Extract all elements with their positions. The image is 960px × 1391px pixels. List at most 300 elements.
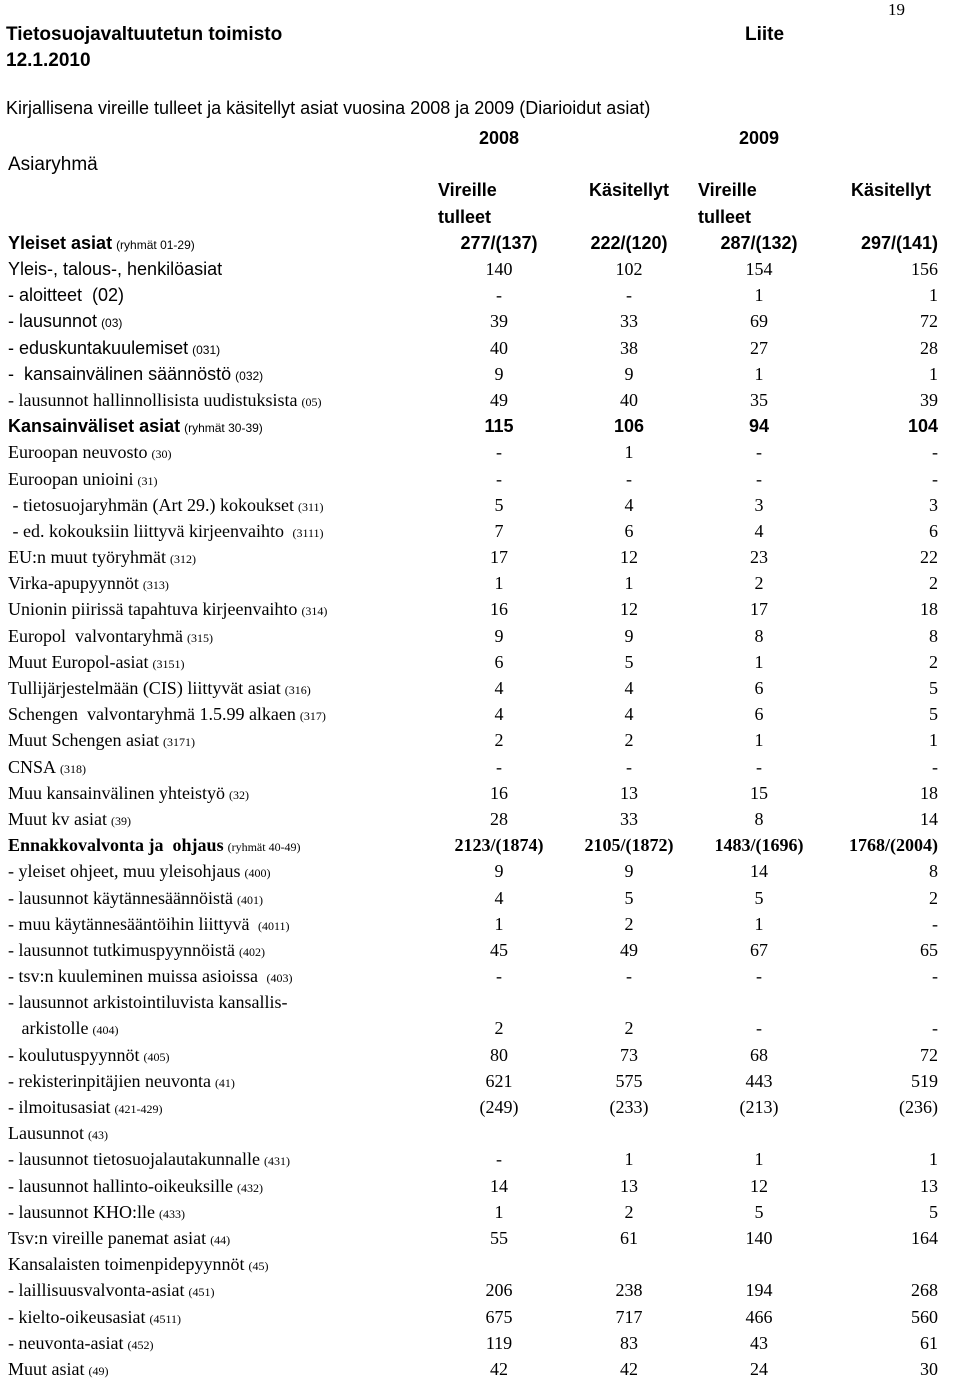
row-label [4, 806, 434, 832]
row-label-text: Muut kv asiat [8, 808, 107, 829]
row-label-text: - lausunnot hallinto-oikeuksille [8, 1175, 233, 1196]
value-cell: 575 [615, 1070, 643, 1091]
value-cell: 2 [754, 573, 764, 594]
table-row [4, 806, 958, 832]
row-label-text: - ilmoitusasiat [8, 1097, 111, 1118]
row-label [4, 1277, 434, 1303]
row-label-text: - lausunnot [8, 311, 98, 332]
row-label [4, 1225, 434, 1251]
value-cell: 14 [920, 808, 938, 829]
table-row [4, 1277, 958, 1303]
row-code: (41) [214, 1075, 235, 1090]
col-received-2009-line2: tulleet [698, 206, 752, 227]
table-row [4, 1173, 958, 1199]
row-code: (318) [60, 761, 87, 776]
group-label: Asiaryhmä [8, 153, 98, 175]
value-cell: 5 [754, 1201, 764, 1222]
value-cell: (249) [479, 1097, 519, 1118]
value-cell: 2 [929, 887, 938, 908]
table-row [4, 596, 958, 622]
value-cell: 519 [911, 1070, 938, 1091]
row-code: (3151) [152, 656, 185, 671]
row-code: (32) [228, 787, 249, 802]
value-cell: 1 [754, 651, 764, 672]
row-label [4, 308, 434, 334]
row-label-text: - lausunnot KHO:lle [8, 1201, 155, 1222]
value-cell: 4 [494, 704, 504, 725]
row-label-text: - lausunnot tutkimuspyynnöistä [8, 939, 235, 960]
value-cell: 466 [745, 1306, 773, 1327]
table-row [4, 649, 958, 675]
organization-name: Tietosuojavaltuutetun toimisto [6, 24, 283, 45]
row-label-text: - lausunnot tietosuojalautakunnalle [8, 1149, 260, 1170]
value-cell [434, 1251, 564, 1277]
value-cell: 1483/(1696) [714, 835, 804, 856]
year-header-row [4, 125, 958, 151]
value-cell [434, 1120, 564, 1146]
row-code: (314) [301, 604, 328, 619]
row-code: (405) [143, 1049, 170, 1064]
value-cell: 43 [750, 1332, 768, 1353]
row-label [4, 361, 434, 387]
value-cell: 9 [494, 861, 504, 882]
row-label [4, 1173, 434, 1199]
value-cell: 287/(132) [720, 232, 798, 253]
value-cell: 28 [920, 337, 938, 358]
value-cell: 1768/(2004) [849, 835, 938, 856]
row-label [4, 1042, 434, 1068]
table-row [4, 308, 958, 334]
table-row [4, 963, 958, 989]
row-label [4, 911, 434, 937]
value-cell: 68 [750, 1044, 768, 1065]
value-cell: (213) [739, 1097, 779, 1118]
value-cell: 4 [624, 704, 634, 725]
value-cell: 297/(141) [860, 232, 938, 253]
row-label-text: - tsv:n kuuleminen muissa asioissa [8, 966, 263, 987]
value-cell [694, 1251, 824, 1277]
row-code: (31) [137, 473, 158, 488]
document-date: 12.1.2010 [6, 50, 91, 71]
value-cell: 27 [750, 337, 768, 358]
year-2009: 2009 [738, 128, 780, 149]
value-cell: 443 [745, 1070, 773, 1091]
row-label-text: CNSA [8, 756, 57, 777]
value-cell: 61 [920, 1332, 938, 1353]
row-label-text: - lausunnot käytännesäännöistä [8, 887, 233, 908]
value-cell: - [932, 913, 938, 934]
value-cell: 72 [920, 311, 938, 332]
value-cell: 38 [620, 337, 638, 358]
row-code: (315) [186, 630, 213, 645]
row-label-text: Euroopan neuvosto [8, 442, 148, 463]
value-cell: 3 [929, 494, 938, 515]
row-label-text: - lausunnot arkistointiluvista kansallis- [8, 992, 288, 1013]
value-cell: 1 [929, 1149, 938, 1170]
value-cell: 222/(120) [590, 232, 668, 253]
row-label [4, 570, 434, 596]
page-number: 19 [888, 0, 905, 19]
row-label-text: Muut asiat [8, 1358, 85, 1379]
value-cell: 14 [750, 861, 768, 882]
value-cell: 65 [920, 939, 938, 960]
row-label-text: Muut Europol-asiat [8, 651, 149, 672]
value-cell: 7 [494, 520, 504, 541]
value-cell: 18 [920, 599, 938, 620]
value-cell: 33 [620, 808, 638, 829]
row-code: (313) [142, 578, 169, 593]
row-code: (032) [235, 368, 264, 383]
value-cell: 621 [485, 1070, 513, 1091]
table-row [4, 1094, 958, 1120]
row-label [4, 754, 434, 780]
appendix-label: Liite [745, 24, 785, 45]
value-cell: 12 [750, 1175, 768, 1196]
table-row [4, 518, 958, 544]
value-cell: 1 [624, 1149, 634, 1170]
row-code: (3111) [292, 525, 324, 540]
value-cell [564, 1251, 694, 1277]
row-label-text: EU:n muut työryhmät [8, 547, 166, 568]
row-label [4, 335, 434, 361]
value-cell: 13 [920, 1175, 938, 1196]
value-cell: 2 [624, 1018, 634, 1039]
table-row [4, 1303, 958, 1329]
row-label [4, 387, 434, 413]
table-row [4, 911, 958, 937]
table-row [4, 1330, 958, 1356]
value-cell: 18 [920, 782, 938, 803]
row-code: (451) [188, 1285, 215, 1300]
table-row [4, 727, 958, 753]
row-label [4, 675, 434, 701]
table-row [4, 335, 958, 361]
value-cell: 5 [929, 704, 938, 725]
col-received-2008-line2: tulleet [438, 206, 492, 227]
value-cell: 2105/(1872) [584, 835, 674, 856]
value-cell: 1 [754, 913, 764, 934]
row-label [4, 439, 434, 465]
row-code: (4511) [149, 1311, 182, 1326]
value-cell: 1 [754, 730, 764, 751]
row-code: (421-429) [114, 1102, 163, 1117]
value-cell: 115 [484, 416, 514, 437]
table-row [4, 230, 958, 256]
row-label-text: - rekisterinpitäjien neuvonta [8, 1070, 211, 1091]
table-row [4, 701, 958, 727]
value-cell: 13 [620, 1175, 638, 1196]
row-label-text: arkistolle [8, 1018, 89, 1039]
row-label-text: Muut Schengen asiat [8, 730, 159, 751]
row-code: (30) [151, 447, 172, 462]
row-label-text: - muu käytännesääntöihin liittyvä [8, 913, 254, 934]
value-cell: 67 [750, 939, 768, 960]
value-cell: - [626, 285, 632, 306]
table-row [4, 387, 958, 413]
value-cell: - [756, 468, 762, 489]
table-row [4, 465, 958, 491]
value-cell: 4 [624, 678, 634, 699]
row-label-text: Europol valvontaryhmä [8, 625, 183, 646]
value-cell: 94 [748, 416, 770, 437]
value-cell: 140 [485, 259, 513, 280]
value-cell: 156 [911, 259, 938, 280]
value-cell: 2 [494, 730, 504, 751]
value-cell: 238 [615, 1280, 643, 1301]
value-cell: - [932, 966, 938, 987]
value-cell: 6 [754, 678, 764, 699]
row-label [4, 256, 434, 282]
table-row [4, 282, 958, 308]
value-cell: 104 [907, 416, 938, 437]
year-2008: 2008 [478, 128, 520, 149]
row-code: (400) [244, 866, 271, 881]
row-code: (ryhmät 01-29) [116, 237, 195, 252]
value-cell [434, 989, 564, 1015]
row-code: (ryhmät 40-49) [227, 840, 301, 855]
value-cell: 2123/(1874) [454, 835, 544, 856]
row-label-text: Kansainväliset asiat [8, 416, 181, 437]
value-cell [824, 989, 958, 1015]
table-row [4, 884, 958, 910]
row-label [4, 1120, 434, 1146]
row-code: (4011) [257, 918, 290, 933]
row-label [4, 1094, 434, 1120]
value-cell: 1 [494, 573, 504, 594]
table-row [4, 1356, 958, 1382]
value-cell: - [756, 442, 762, 463]
value-cell: 55 [490, 1227, 508, 1248]
table-corner [4, 125, 434, 151]
value-cell: - [756, 1018, 762, 1039]
row-label [4, 518, 434, 544]
value-cell: 1 [929, 285, 938, 306]
value-cell: 1 [929, 363, 938, 384]
row-code: (44) [210, 1232, 231, 1247]
row-label [4, 544, 434, 570]
value-cell: - [496, 966, 502, 987]
value-cell: (236) [899, 1097, 938, 1118]
value-cell [564, 1120, 694, 1146]
table-row [4, 1199, 958, 1225]
row-label-text: Ennakkovalvonta ja ohjaus [8, 835, 224, 856]
value-cell: 194 [745, 1280, 773, 1301]
value-cell [824, 1120, 958, 1146]
row-label [4, 596, 434, 622]
value-cell: 2 [929, 651, 938, 672]
value-cell: 40 [620, 389, 638, 410]
value-cell: 1 [754, 285, 764, 306]
value-cell: 164 [911, 1227, 938, 1248]
value-cell: 17 [750, 599, 768, 620]
value-cell: 22 [920, 547, 938, 568]
value-cell: 1 [494, 913, 504, 934]
value-cell: 2 [929, 573, 938, 594]
value-cell: 8 [754, 625, 764, 646]
table-row [4, 780, 958, 806]
row-label-text: Schengen valvontaryhmä 1.5.99 alkaen [8, 704, 296, 725]
value-cell: 17 [490, 547, 508, 568]
value-cell [694, 989, 824, 1015]
value-cell: (233) [609, 1097, 649, 1118]
row-code: (311) [297, 499, 324, 514]
value-cell: - [496, 285, 502, 306]
table-row [4, 754, 958, 780]
value-cell: 140 [745, 1227, 773, 1248]
value-cell: - [496, 1149, 502, 1170]
value-cell: 2 [624, 913, 634, 934]
row-label-text: - kielto-oikeusasiat [8, 1306, 146, 1327]
table-row [4, 361, 958, 387]
value-cell: 69 [750, 311, 768, 332]
value-cell: 6 [624, 520, 634, 541]
col-processed-2008: Käsitellyt [588, 180, 670, 201]
table-row [4, 858, 958, 884]
row-code: (316) [284, 683, 311, 698]
value-cell: 5 [494, 494, 504, 515]
row-label-text: Lausunnot [8, 1123, 84, 1144]
table-row [4, 256, 958, 282]
value-cell: 1 [754, 363, 764, 384]
value-cell: 35 [750, 389, 768, 410]
value-cell: 6 [494, 651, 504, 672]
value-cell: - [626, 966, 632, 987]
value-cell: 560 [911, 1306, 938, 1327]
value-cell: 4 [754, 520, 764, 541]
value-cell: 2 [624, 730, 634, 751]
row-label [4, 780, 434, 806]
value-cell: 4 [494, 887, 504, 908]
value-cell [694, 1120, 824, 1146]
value-cell: 675 [485, 1306, 513, 1327]
value-cell: 4 [624, 494, 634, 515]
row-label-text: - aloitteet (02) [8, 285, 125, 306]
row-code: (432) [236, 1180, 263, 1195]
value-cell: 9 [624, 363, 634, 384]
value-cell: 277/(137) [460, 232, 538, 253]
row-code: (404) [92, 1023, 119, 1038]
row-label [4, 1068, 434, 1094]
value-cell: 154 [745, 259, 773, 280]
row-label-text: Euroopan unioini [8, 468, 134, 489]
table-row [4, 623, 958, 649]
table-row [4, 492, 958, 518]
row-code: (03) [101, 316, 123, 331]
row-label-text: - ed. kokouksiin liittyvä kirjeenvaihto [8, 520, 289, 541]
row-label-text: - laillisuusvalvonta-asiat [8, 1280, 185, 1301]
value-cell: 2 [494, 1018, 504, 1039]
value-cell: 39 [490, 311, 508, 332]
row-label-text: Virka-apupyynnöt [8, 573, 139, 594]
value-cell: - [496, 442, 502, 463]
value-cell: - [756, 966, 762, 987]
value-cell: 80 [490, 1044, 508, 1065]
table-row [4, 989, 958, 1015]
value-cell: 9 [624, 861, 634, 882]
row-label [4, 1015, 434, 1041]
value-cell: - [626, 468, 632, 489]
row-label [4, 858, 434, 884]
value-cell: 49 [490, 389, 508, 410]
table-row [4, 1015, 958, 1041]
row-label [4, 413, 434, 439]
value-cell: 6 [754, 704, 764, 725]
value-cell: - [626, 756, 632, 777]
row-code: (49) [88, 1363, 109, 1378]
col-received-2008: Vireille [438, 180, 497, 201]
table-row [4, 832, 958, 858]
value-cell [824, 1251, 958, 1277]
row-code: (031) [192, 342, 221, 357]
row-label-text: - kansainvälinen säännöstö [8, 363, 232, 384]
value-cell: 13 [620, 782, 638, 803]
value-cell: 49 [620, 939, 638, 960]
row-label-text: - neuvonta-asiat [8, 1332, 124, 1353]
row-code: (39) [111, 813, 131, 828]
row-label [4, 727, 434, 753]
table-row [4, 675, 958, 701]
value-cell: 5 [929, 678, 938, 699]
value-cell: 268 [911, 1280, 938, 1301]
value-cell: 119 [485, 1332, 513, 1353]
value-cell: - [756, 756, 762, 777]
value-cell: 12 [620, 599, 638, 620]
table-row [4, 1225, 958, 1251]
value-cell: 8 [754, 808, 764, 829]
row-label-text: - eduskuntakuulemiset [8, 337, 189, 358]
row-label [4, 465, 434, 491]
row-code: (403) [266, 971, 293, 986]
row-label [4, 701, 434, 727]
row-label [4, 1303, 434, 1329]
value-cell: 73 [620, 1044, 638, 1065]
row-label [4, 832, 434, 858]
value-cell: 14 [490, 1175, 508, 1196]
value-cell: 9 [494, 363, 504, 384]
row-code: (433) [158, 1206, 185, 1221]
table-row [4, 1251, 958, 1277]
column-header-row [4, 177, 958, 203]
row-code: (43) [88, 1128, 108, 1143]
row-label-text: - koulutuspyynnöt [8, 1044, 140, 1065]
value-cell: 1 [624, 573, 634, 594]
row-label [4, 963, 434, 989]
table-row [4, 570, 958, 596]
row-label [4, 282, 434, 308]
value-cell: 9 [624, 625, 634, 646]
value-cell: - [496, 468, 502, 489]
table-row [4, 413, 958, 439]
row-label-text: Tsv:n vireille panemat asiat [8, 1227, 207, 1248]
value-cell: 5 [624, 887, 634, 908]
row-code: (05) [301, 394, 322, 409]
value-cell: 15 [750, 782, 768, 803]
value-cell: 1 [929, 730, 938, 751]
row-code: (ryhmät 30-39) [184, 421, 263, 436]
row-label-text: Yleiset asiat [8, 232, 113, 253]
row-label-text: - yleiset ohjeet, muu yleisohjaus [8, 861, 241, 882]
value-cell: 5 [929, 1201, 938, 1222]
value-cell: 45 [490, 939, 508, 960]
value-cell: 40 [490, 337, 508, 358]
group-header-row [4, 151, 958, 177]
table-row [4, 1042, 958, 1068]
table-row [4, 544, 958, 570]
value-cell: 6 [929, 520, 938, 541]
col-processed-2009: Käsitellyt [850, 180, 932, 201]
value-cell: 8 [929, 861, 938, 882]
value-cell [564, 989, 694, 1015]
